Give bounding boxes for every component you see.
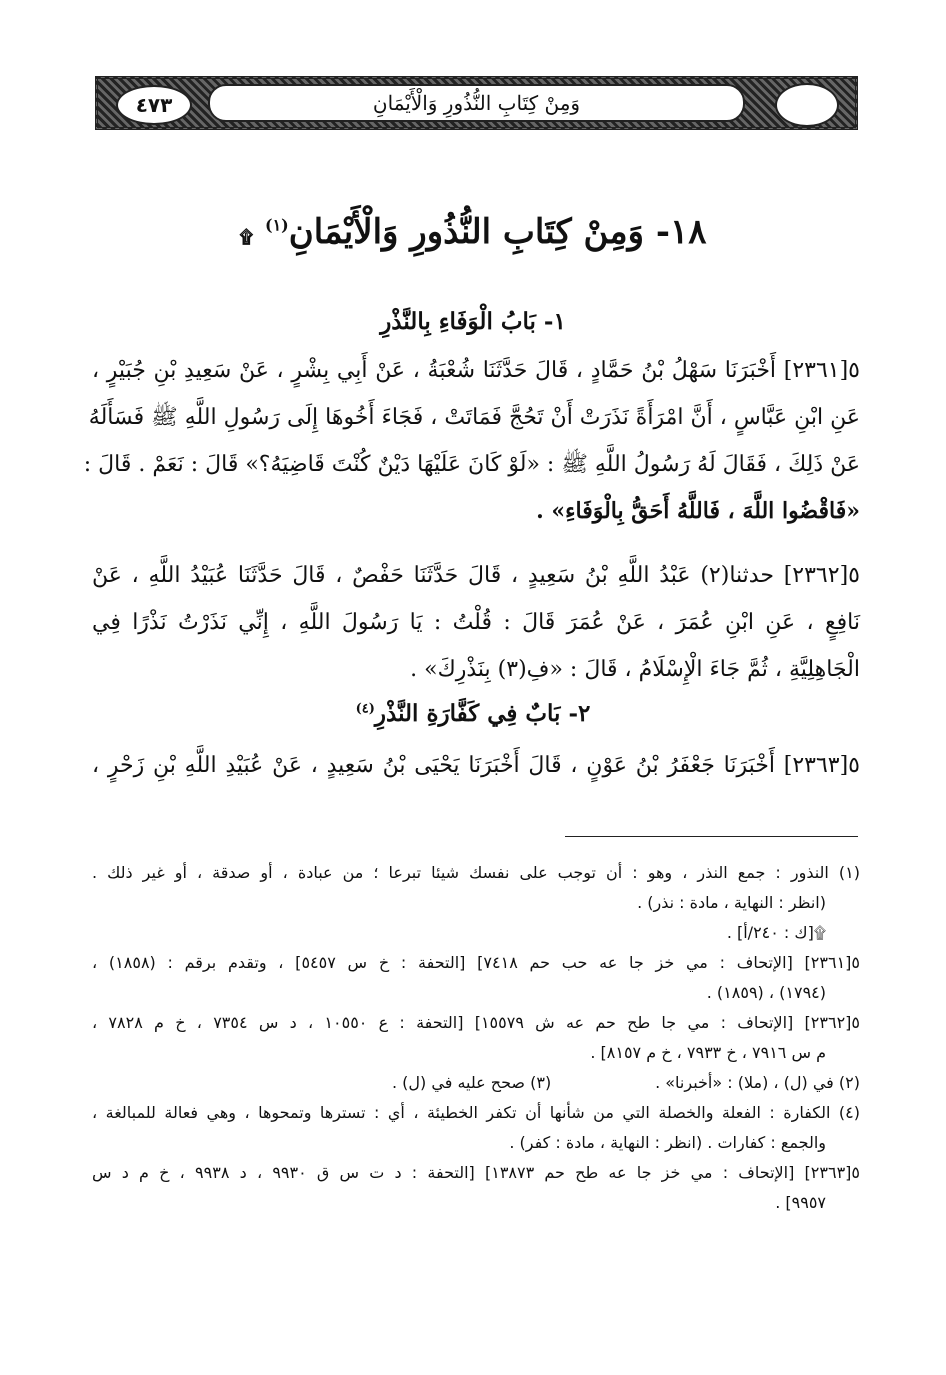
text-line: عَنْ ذَلِكَ ، فَقَالَ لَهُ رَسُولُ اللَّهِ ﷺ : «لَوْ كَانَ عَلَيْهَا دَيْنٌ كُنْتَ قَاضِيَهُ؟» قَالَ : نَعَمْ . قَالَ : — [83, 452, 860, 477]
text-line: ٥[٢٣٦١] أَخْبَرَنَا سَهْلُ بْنُ حَمَّادٍ ، قَالَ حَدَّثَنَا شُعْبَةُ ، عَنْ أَبِي بِشْرٍ ، عَنْ سَعِيدِ بْنِ جُبَيْرٍ ، — [92, 358, 860, 383]
hadith-2363 — [92, 742, 860, 789]
footnote-ref: (٤) — [355, 701, 375, 717]
text-line: ٥[٢٣٦٢] حدثنا(٢) عَبْدُ اللَّهِ بْنُ سَعِيدٍ ، قَالَ حَدَّثَنَا حَفْصٌ ، قَالَ حَدَّثَنَا عُبَيْدُ اللَّهِ ، عَنْ — [92, 563, 860, 588]
text-line: نَافِعٍ ، عَنِ ابْنِ عُمَرَ ، عَنْ عُمَرَ قَالَ : قُلْتُ : يَا رَسُولَ اللَّهِ ، إِنِّي نَذَرْتُ نَذْرًا فِي — [92, 610, 860, 635]
footnotes-2-3 — [92, 1068, 860, 1098]
section-heading-text: ٢- بَابٌ فِي كَفَّارَةِ النَّذْرِ — [374, 700, 591, 727]
page-number: ٤٧٣ — [116, 85, 192, 125]
footnote-1-cont: (انظر : النهاية ، مادة : نذر) . — [637, 893, 826, 912]
footnote-2362-cont: م س ٧٩١٦ ، خ ٧٩٣٣ ، خ م ٨١٥٧] . — [590, 1043, 826, 1062]
footnote-divider — [565, 836, 858, 837]
footnote-2362: ٥[٢٣٦٢] [الإتحاف : مي جا طح حم عه ش ١٥٥٧٩] [التحفة : ع ١٠٥٥٠ ، د س ٧٣٥٤ ، خ م ٧٨٢٨ ، — [92, 1013, 861, 1032]
footnote-2363: ٥[٢٣٦٣] [الإتحاف : مي خز جا عه طح حم ١٣٨٧٣] [التحفة : د ت س ق ٩٩٣٠ ، د ٩٩٣٨ ، خ م د س — [92, 1163, 861, 1182]
hadith-2362 — [92, 552, 860, 693]
chapter-title — [0, 212, 946, 252]
section-heading: ١- بَابُ الْوَفَاءِ بِالنَّذْرِ — [380, 308, 566, 335]
publisher-seal-logo — [775, 83, 839, 127]
footnote-2363-cont: ٩٩٥٧] . — [775, 1193, 826, 1212]
footnote-2361-cont: (١٧٩٤) ، (١٨٥٩) . — [706, 983, 826, 1002]
chapter-title-text: ١٨- وَمِنْ كِتَابِ النُّذُورِ وَالْأَيْمَانِ — [288, 212, 707, 252]
page-header — [95, 76, 858, 130]
footnote-ref: (١) — [265, 215, 289, 235]
footnote-2: (٢) في (ل) ، (ملا) : «أخبرنا» . — [655, 1073, 860, 1092]
footnotes — [92, 858, 860, 1218]
text-line: ٥[٢٣٦٣] أَخْبَرَنَا جَعْفَرُ بْنُ عَوْنٍ ، قَالَ أَخْبَرَنَا يَحْيَى بْنُ سَعِيدٍ ، عَنْ عُبَيْدِ اللَّهِ بْنِ زَحْرٍ ، — [92, 753, 860, 778]
manuscript-note: ۩[ك : ٢٤٠/أ] . — [726, 923, 826, 942]
footnote-1: (١) النذور : جمع النذر ، وهو : أن توجب على نفسك شيئا تبرعا ؛ من عبادة ، أو صدقة ، أو غير ذلك . — [92, 863, 860, 882]
footnote-4: (٤) الكفارة : الفعلة والخصلة التي من شأنها أن تكفر الخطيئة ، أي : تسترها وتمحوها ، وهي فعالة للمبالغة ، — [92, 1103, 860, 1122]
text-line: الْجَاهِلِيَّةِ ، ثُمَّ جَاءَ الْإِسْلَامُ ، قَالَ : «فِ(٣) بِنَذْرِكَ» . — [410, 657, 860, 682]
section-heading — [0, 700, 946, 727]
footnote-4-cont: والجمع : كفارات . (انظر : النهاية ، مادة : كفر) . — [509, 1133, 826, 1152]
text-line: «فَاقْضُوا اللَّهَ ، فَاللَّهُ أَحَقُّ بِالْوَفَاءِ» . — [536, 498, 860, 524]
running-title: وَمِنْ كِتَابِ النُّذُورِ وَالْأَيْمَانِ — [208, 84, 745, 122]
hadith-2361 — [83, 347, 860, 535]
text-line: عَنِ ابْنِ عَبَّاسٍ ، أَنَّ امْرَأَةً نَذَرَتْ أَنْ تَحُجَّ فَمَاتَتْ ، فَجَاءَ أَخُوهَا إِلَى رَسُولِ اللَّهِ ﷺ فَسَأَلَهُ — [88, 405, 860, 430]
footnote-3: (٣) صحح عليه في (ل) . — [392, 1073, 552, 1092]
manuscript-marker-icon: ۩ — [239, 227, 254, 248]
footnote-2361: ٥[٢٣٦١] [الإتحاف : مي خز جا عه حب حم ٧٤١٨] [التحفة : خ س ٥٤٥٧] ، وتقدم برقم : (١٨٥٨) ، — [92, 953, 861, 972]
